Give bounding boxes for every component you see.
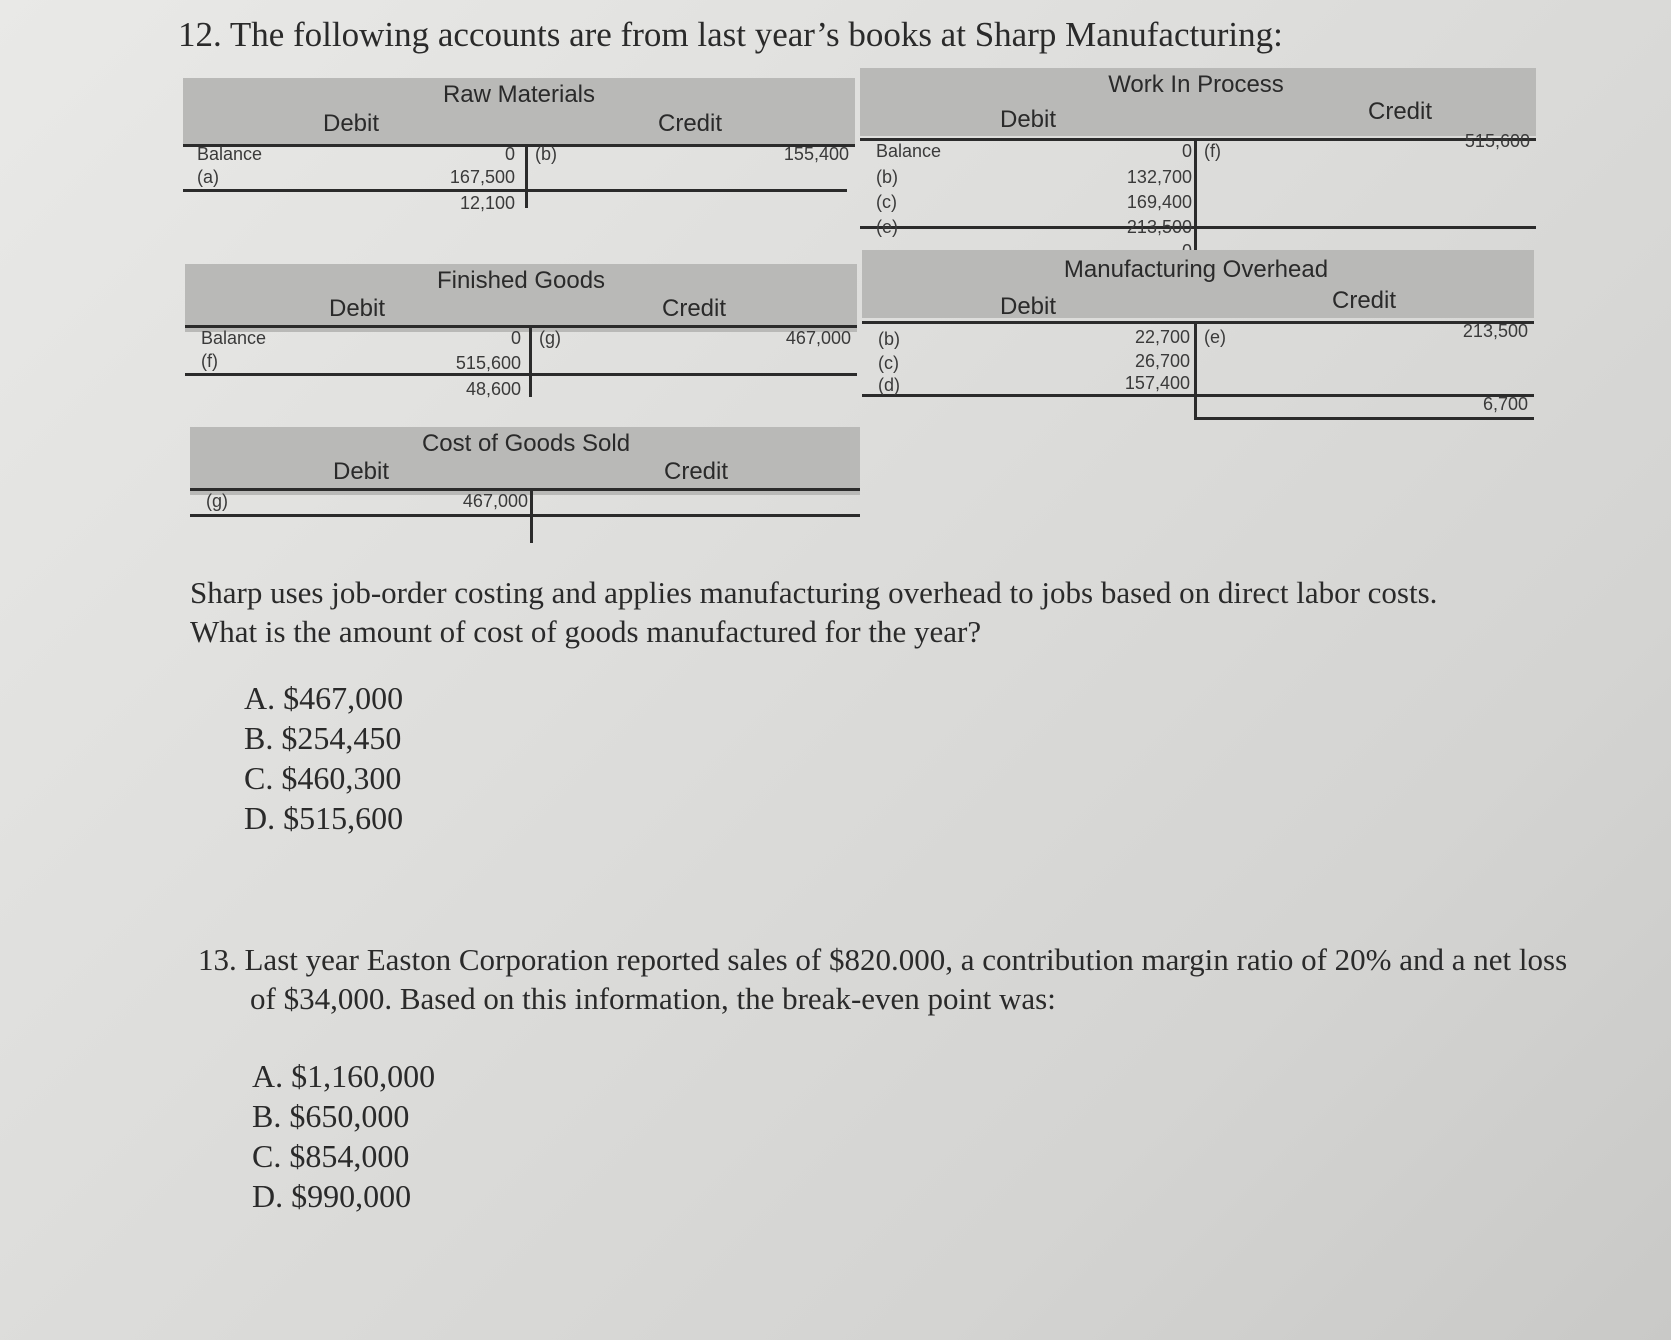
t-account-divider bbox=[1194, 321, 1197, 417]
entry-label: (b) bbox=[876, 167, 898, 187]
t-account-top-rule bbox=[185, 325, 857, 328]
choice-b[interactable]: B. $254,450 bbox=[244, 720, 402, 756]
debit-label: Debit bbox=[1000, 293, 1057, 320]
t-account-divider bbox=[529, 325, 532, 397]
t-account-raw-materials bbox=[183, 78, 855, 218]
credit-label: Credit bbox=[662, 295, 727, 322]
entry-label: Balance bbox=[876, 141, 942, 161]
account-name: Finished Goods bbox=[436, 267, 606, 294]
t-account-bottom-rule bbox=[190, 514, 860, 517]
question-12-prompt: Sharp uses job-order costing and applies manufacturing overhead to jobs based on direct labor costs. What is the amount of cost of goods manufactured for the year? bbox=[190, 575, 1438, 649]
choice-a[interactable]: A. $467,000 bbox=[244, 680, 404, 716]
account-name: Work In Process bbox=[1108, 71, 1284, 98]
entry-label: (b) bbox=[878, 329, 900, 349]
t-account-bottom-rule bbox=[1194, 417, 1534, 420]
choice-d[interactable]: D. $990,000 bbox=[252, 1178, 412, 1214]
entry-label: (g) bbox=[206, 491, 228, 511]
credit-value: 515,600 bbox=[1464, 131, 1530, 151]
debit-value: 467,000 bbox=[462, 491, 528, 511]
entry-label: (e) bbox=[1204, 327, 1226, 347]
t-account-divider bbox=[525, 144, 528, 208]
t-account-bottom-rule bbox=[525, 189, 847, 192]
entry-label: (f) bbox=[201, 351, 218, 371]
debit-value: 515,600 bbox=[455, 353, 521, 373]
account-name: Manufacturing Overhead bbox=[1063, 256, 1329, 283]
entry-label: (d) bbox=[878, 375, 900, 395]
entry-label: (b) bbox=[535, 144, 557, 164]
debit-label: Debit bbox=[329, 295, 386, 322]
choice-a[interactable]: A. $1,160,000 bbox=[252, 1058, 436, 1094]
t-account-top-rule bbox=[862, 321, 1534, 324]
debit-label: Debit bbox=[1000, 106, 1057, 133]
account-name: Raw Materials bbox=[442, 81, 596, 108]
debit-value: 0 bbox=[1181, 141, 1192, 161]
choice-d[interactable]: D. $515,600 bbox=[244, 800, 404, 836]
t-account-manufacturing-overhead bbox=[862, 250, 1534, 420]
choice-c[interactable]: C. $854,000 bbox=[252, 1138, 410, 1174]
entry-label: (c) bbox=[876, 192, 897, 212]
entry-label: (a) bbox=[197, 167, 219, 187]
debit-value: 213,500 bbox=[1126, 217, 1192, 237]
debit-value: 0 bbox=[510, 328, 521, 348]
credit-label: Credit bbox=[1332, 287, 1397, 314]
credit-label: Credit bbox=[1368, 98, 1433, 125]
entry-label: (f) bbox=[1204, 141, 1221, 161]
entry-label: (e) bbox=[876, 217, 898, 237]
credit-value: 467,000 bbox=[785, 328, 851, 348]
credit-label: Credit bbox=[658, 110, 723, 137]
t-account-finished-goods bbox=[185, 264, 857, 404]
choice-b[interactable]: B. $650,000 bbox=[252, 1098, 410, 1134]
t-account-cost-of-goods-sold bbox=[190, 427, 860, 543]
debit-value: 0 bbox=[504, 144, 515, 164]
entry-label: Balance bbox=[197, 144, 263, 164]
credit-label: Credit bbox=[664, 458, 729, 485]
credit-value: 155,400 bbox=[783, 144, 849, 164]
debit-value: 26,700 bbox=[1134, 351, 1190, 371]
t-account-top-rule bbox=[860, 138, 1536, 141]
t-account-bottom-rule bbox=[862, 394, 1534, 397]
account-name: Cost of Goods Sold bbox=[421, 430, 631, 457]
choice-c[interactable]: C. $460,300 bbox=[244, 760, 402, 796]
debit-value: 167,500 bbox=[449, 167, 515, 187]
debit-label: Debit bbox=[333, 458, 390, 485]
credit-ending-balance: 6,700 bbox=[1482, 394, 1528, 414]
credit-value: 213,500 bbox=[1462, 321, 1528, 341]
debit-value: 48,600 bbox=[465, 379, 521, 399]
debit-value: 12,100 bbox=[459, 193, 515, 213]
entry-label: (c) bbox=[878, 353, 899, 373]
t-account-bottom-rule bbox=[860, 226, 1536, 229]
t-account-divider bbox=[1194, 138, 1197, 264]
t-account-top-rule bbox=[183, 144, 855, 147]
question-13-choices bbox=[252, 1056, 435, 1216]
t-account-bottom-rule bbox=[185, 373, 857, 376]
debit-value: 132,700 bbox=[1126, 167, 1192, 187]
t-account-work-in-process bbox=[860, 68, 1536, 266]
debit-value: 157,400 bbox=[1124, 373, 1190, 393]
question-12-title: 12. The following accounts are from last year’s books at Sharp Manufacturing: bbox=[178, 15, 1283, 54]
debit-label: Debit bbox=[323, 110, 380, 137]
debit-value: 22,700 bbox=[1134, 327, 1190, 347]
question-12-choices bbox=[244, 678, 403, 838]
entry-label: (g) bbox=[539, 328, 561, 348]
entry-label: Balance bbox=[201, 328, 267, 348]
debit-value: 169,400 bbox=[1126, 192, 1192, 212]
question-13-prompt: 13. Last year Easton Corporation reported sales of $820.000, a contribution margin ratio of 20% and a net loss of $34,000. Based on this information, the break-even point was: bbox=[198, 942, 1568, 1016]
